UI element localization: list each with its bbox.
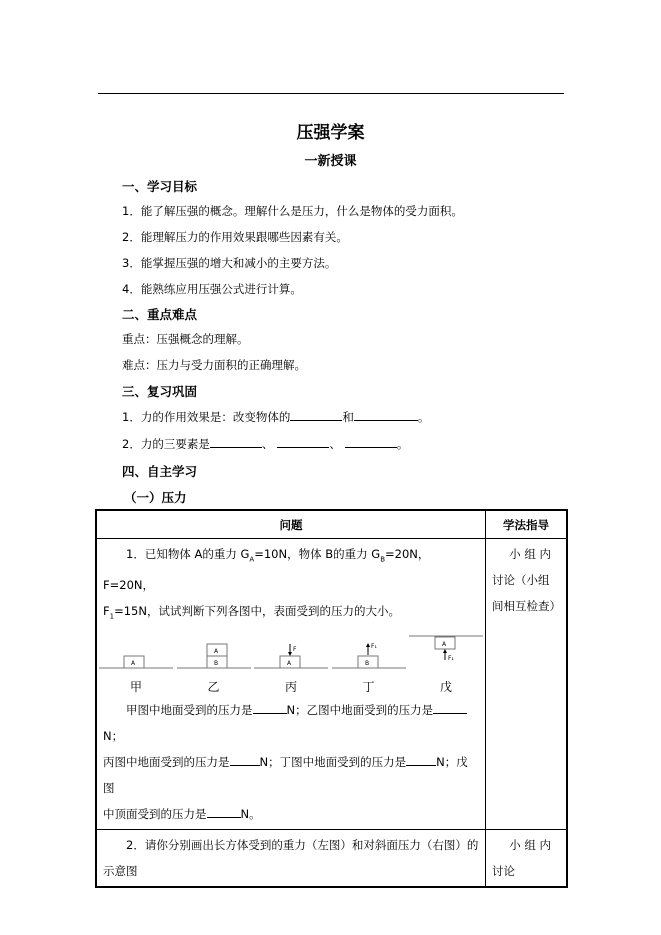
header-rule bbox=[98, 93, 564, 94]
answer-blank[interactable] bbox=[207, 806, 241, 818]
q-text: N；乙图中地面受到的压力是 bbox=[286, 702, 434, 717]
goal-item: 3．能掌握压强的增大和减小的主要方法。 bbox=[122, 256, 337, 270]
q-text: 中顶面受到的压力是 bbox=[103, 806, 207, 821]
subscript: 1 bbox=[109, 612, 115, 621]
q-text: =20N，F=20N， bbox=[103, 547, 430, 593]
svg-text:A: A bbox=[131, 659, 136, 667]
figure-label: 甲 bbox=[129, 679, 142, 694]
answer-blank[interactable] bbox=[277, 436, 329, 448]
section-heading-review: 三、复习巩固 bbox=[122, 384, 198, 399]
subsection-heading-pressure: （一）压力 bbox=[124, 490, 187, 505]
svg-text:F: F bbox=[293, 645, 297, 653]
q-text: =15N，试试判断下列各图中，表面受到的压力的大小。 bbox=[114, 604, 400, 619]
answer-blank[interactable] bbox=[230, 754, 260, 766]
guide-1: 小 组 内讨论（小组间相互检查） bbox=[492, 547, 561, 613]
q-text: F bbox=[103, 604, 110, 619]
table-row bbox=[96, 539, 567, 830]
svg-text:A: A bbox=[287, 659, 292, 667]
key-point: 重点：压强概念的理解。 bbox=[122, 332, 249, 346]
diagram bbox=[177, 632, 251, 674]
q-text: N；戊图 bbox=[103, 754, 468, 795]
answer-blank[interactable] bbox=[253, 702, 287, 714]
figure-jia bbox=[99, 632, 173, 695]
svg-text:F₁: F₁ bbox=[370, 642, 377, 650]
table-header-row bbox=[96, 510, 567, 539]
goal-item: 1．能了解压强的概念。理解什么是压力，什么是物体的受力面积。 bbox=[122, 204, 463, 218]
figure-bing bbox=[254, 632, 328, 695]
page-title: 压强学案 bbox=[296, 123, 365, 143]
answer-blank[interactable] bbox=[406, 754, 436, 766]
figure-yi bbox=[177, 632, 251, 695]
section-heading-key-points: 二、重点难点 bbox=[122, 307, 198, 322]
q-text: N；丁图中地面受到的压力是 bbox=[259, 754, 407, 769]
diagram bbox=[99, 632, 173, 674]
figure-label: 戊 bbox=[439, 679, 452, 694]
figure-label: 丙 bbox=[284, 679, 297, 694]
answer-blank[interactable] bbox=[290, 409, 342, 421]
goal-item: 4．能熟练应用压强公式进行计算。 bbox=[122, 282, 302, 296]
diagram bbox=[254, 632, 328, 674]
q-text: 、 bbox=[329, 437, 341, 451]
q-text: N。 bbox=[240, 806, 261, 821]
header-question: 问题 bbox=[96, 510, 486, 539]
answer-blank[interactable] bbox=[345, 436, 397, 448]
q-text: 2．力的三要素是 bbox=[122, 437, 210, 451]
svg-text:F₁: F₁ bbox=[448, 654, 454, 662]
guide-2: 小 组 内讨论 bbox=[492, 837, 552, 878]
subtitle: 一新授课 bbox=[304, 154, 357, 169]
q-text: 丙图中地面受到的压力是 bbox=[103, 754, 230, 769]
svg-text:B: B bbox=[213, 659, 218, 667]
question-2: 2．请你分别画出长方体受到的重力（左图）和对斜面压力（右图）的示意图 bbox=[103, 837, 479, 878]
q-text: 。 bbox=[396, 437, 409, 451]
subscript: A bbox=[249, 555, 255, 564]
q-text: 、 bbox=[261, 437, 274, 451]
q-text: =10N，物体 B的重力 G bbox=[254, 547, 381, 561]
q-text: 甲图中地面受到的压力是 bbox=[126, 702, 253, 717]
review-question-2 bbox=[122, 436, 408, 452]
q-text: N； bbox=[103, 728, 124, 743]
svg-text:B: B bbox=[364, 659, 369, 667]
q-text: 1．已知物体 A的重力 G bbox=[126, 547, 250, 561]
question-1 bbox=[97, 539, 485, 632]
figure-ding bbox=[332, 632, 406, 695]
subscript: B bbox=[380, 555, 385, 564]
answer-blank[interactable] bbox=[433, 702, 467, 714]
section-heading-self-study: 四、自主学习 bbox=[122, 464, 198, 479]
q-text: 1．力的作用效果是：改变物体的 bbox=[122, 410, 291, 424]
review-question-1 bbox=[122, 409, 429, 425]
svg-text:A: A bbox=[442, 640, 447, 648]
answer-blank[interactable] bbox=[210, 436, 262, 448]
figure-label: 丁 bbox=[362, 679, 375, 694]
table-row bbox=[96, 829, 567, 887]
header-guide: 学法指导 bbox=[486, 510, 568, 539]
figures-row bbox=[97, 632, 485, 695]
goal-item: 2．能理解压力的作用效果跟哪些因素有关。 bbox=[122, 230, 348, 244]
q-text: 和 bbox=[342, 410, 354, 424]
figure-label: 乙 bbox=[207, 679, 220, 694]
svg-text:A: A bbox=[213, 647, 218, 655]
q-text: 。 bbox=[417, 410, 430, 424]
diagram bbox=[332, 632, 406, 674]
figure-wu bbox=[409, 632, 483, 695]
difficult-point: 难点：压力与受力面积的正确理解。 bbox=[122, 358, 306, 372]
answer-blank[interactable] bbox=[354, 409, 418, 421]
study-table bbox=[95, 509, 568, 888]
question-1-answers bbox=[97, 695, 485, 829]
section-heading-goals: 一、学习目标 bbox=[122, 179, 198, 194]
diagram bbox=[409, 632, 483, 674]
